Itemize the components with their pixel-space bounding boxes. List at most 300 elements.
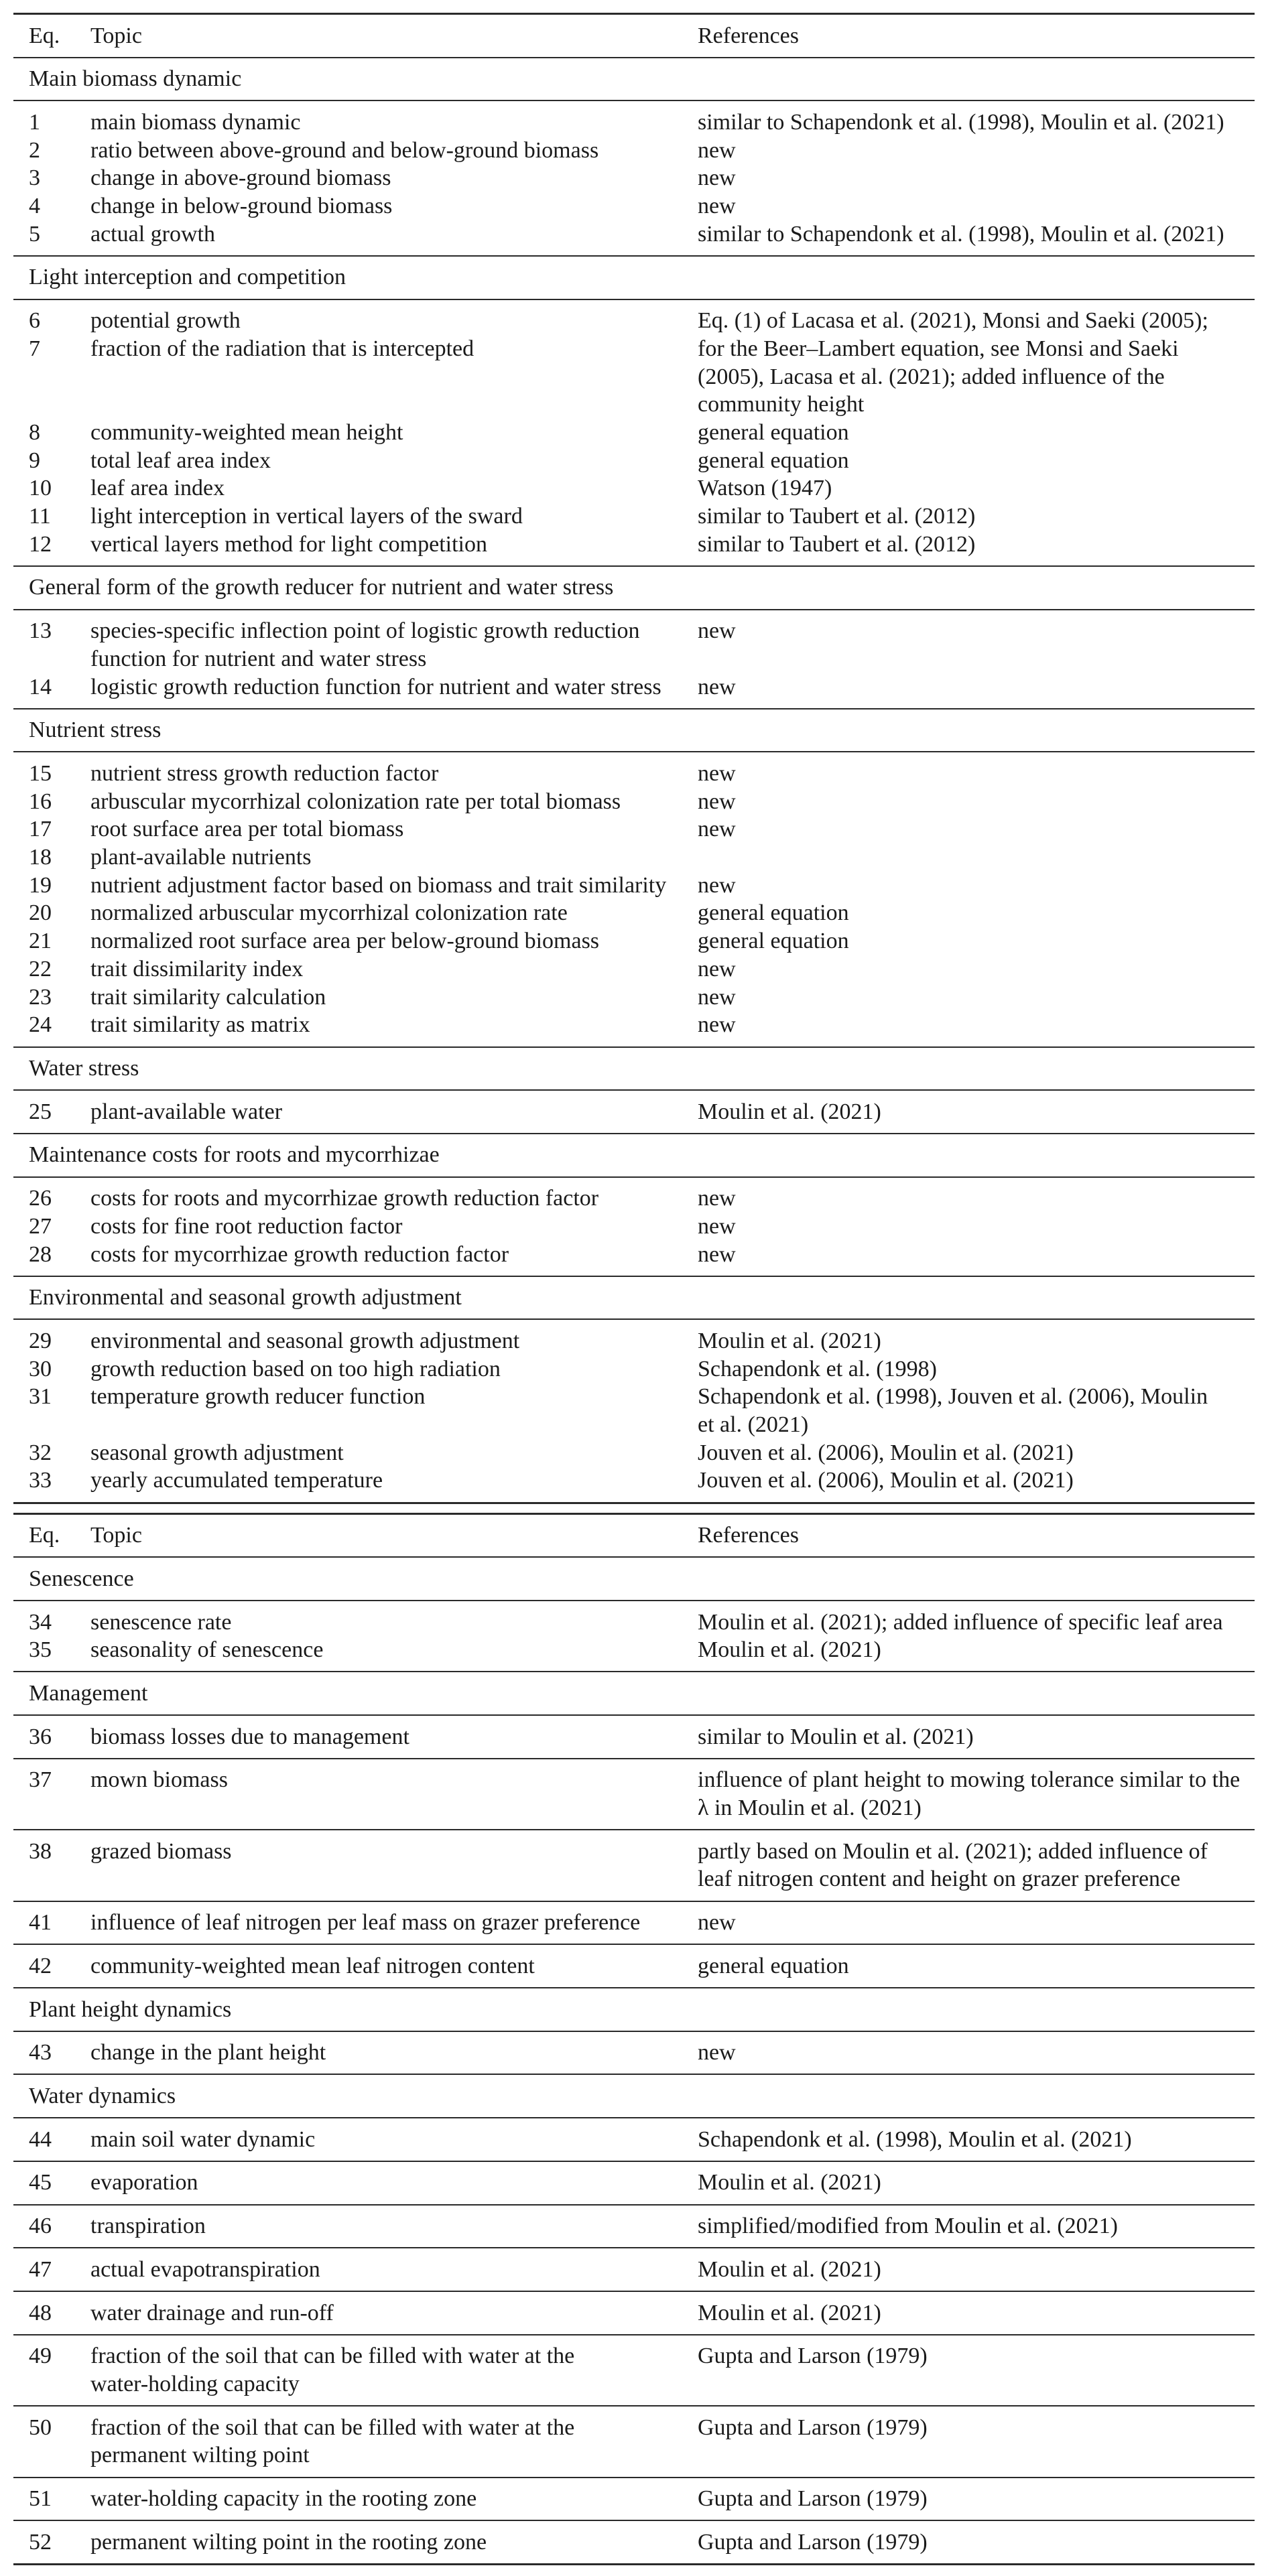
row-group <box>13 1830 1255 1900</box>
section-header <box>13 1988 1255 2031</box>
table-header-row <box>13 1515 1255 1557</box>
section-title: General form of the growth reducer for nutrient and water stress <box>29 575 614 600</box>
topic-text: water-holding capacity in the rooting zone <box>90 2486 477 2512</box>
equation-number: 26 <box>29 1186 52 1211</box>
reference-text: Eq. (1) of Lacasa et al. (2021), Monsi and Saeki (2005); <box>698 308 1208 334</box>
section-title: Maintenance costs for roots and mycorrhizae <box>29 1142 440 1168</box>
references-cell <box>698 1952 1255 1980</box>
reference-text: new <box>698 137 736 163</box>
topic-text: root surface area per total biomass <box>90 817 404 842</box>
equation-number: 32 <box>29 1440 52 1465</box>
equation-number: 8 <box>29 419 40 445</box>
topic-text: costs for mycorrhizae growth reduction factor <box>90 1241 509 1267</box>
section-header <box>13 2075 1255 2117</box>
row-group <box>13 610 1255 708</box>
row-group <box>13 2335 1255 2405</box>
topic-text: main soil water dynamic <box>90 2126 316 2152</box>
equation-number: 42 <box>29 1953 52 1978</box>
references-cell <box>698 2528 1255 2557</box>
section-title: Plant height dynamics <box>29 1996 232 2022</box>
equation-number: 29 <box>29 1328 52 1353</box>
topic-text: potential growth <box>90 308 241 334</box>
references-cell <box>698 531 1255 559</box>
references-cell <box>698 137 1255 165</box>
reference-text: new <box>698 165 736 191</box>
section-header <box>13 709 1255 752</box>
table-row <box>13 137 1255 165</box>
topic-text: costs for roots and mycorrhizae growth reduction factor <box>90 1186 599 1211</box>
reference-text: new <box>698 1012 736 1038</box>
row-group <box>13 1091 1255 1133</box>
equation-number: 12 <box>29 531 52 557</box>
equation-number: 31 <box>29 1384 52 1410</box>
reference-text: general equation <box>698 900 849 926</box>
row-group <box>13 1945 1255 1987</box>
table-row <box>13 2485 1255 2513</box>
section-header <box>13 257 1255 299</box>
reference-text: similar to Taubert et al. (2012) <box>698 504 976 529</box>
topic-text: mown biomass <box>90 1767 228 1793</box>
references-cell <box>698 2342 1255 2398</box>
references-cell <box>698 447 1255 475</box>
equation-number: 15 <box>29 760 52 786</box>
table-row <box>13 2126 1255 2154</box>
header-eq: Eq. <box>29 1523 60 1548</box>
topic-cell <box>90 474 698 502</box>
references-cell <box>698 815 1255 843</box>
row-group <box>13 752 1255 1046</box>
equation-number: 28 <box>29 1241 52 1267</box>
table-row <box>13 1838 1255 1893</box>
reference-text: for the Beer–Lambert equation, see Monsi and Saeki <box>698 336 1179 361</box>
reference-text: general equation <box>698 419 849 445</box>
header-topic: Topic <box>90 1523 142 1548</box>
equation-number: 14 <box>29 674 52 699</box>
topic-text: light interception in vertical layers of the sward <box>90 504 523 529</box>
topic-cell <box>90 447 698 475</box>
topic-cell <box>90 2485 698 2513</box>
references-cell <box>698 2039 1255 2067</box>
references-cell <box>698 2212 1255 2240</box>
topic-cell <box>90 1355 698 1383</box>
topic-text: normalized root surface area per below-ground biomass <box>90 929 600 954</box>
table-row <box>13 1213 1255 1241</box>
topic-text: function for nutrient and water stress <box>90 646 427 671</box>
section-header <box>13 567 1255 609</box>
reference-text: simplified/modified from Moulin et al. (2021) <box>698 2214 1119 2239</box>
reference-text: Moulin et al. (2021) <box>698 2256 881 2282</box>
reference-text: new <box>698 872 736 898</box>
topic-text: normalized arbuscular mycorrhizal colonization rate <box>90 900 568 926</box>
reference-text: general equation <box>698 448 849 473</box>
topic-text: transpiration <box>90 2214 206 2239</box>
table-row <box>13 419 1255 447</box>
equation-number: 22 <box>29 956 52 981</box>
topic-text: change in the plant height <box>90 2040 326 2065</box>
equation-number: 27 <box>29 1213 52 1239</box>
equation-number: 51 <box>29 2486 52 2512</box>
table-row <box>13 2039 1255 2067</box>
table-row <box>13 1241 1255 1269</box>
topic-cell <box>90 1467 698 1495</box>
reference-text: Moulin et al. (2021) <box>698 2170 881 2195</box>
references-cell <box>698 1636 1255 1664</box>
topic-text: temperature growth reducer function <box>90 1384 426 1410</box>
equation-number: 16 <box>29 789 52 814</box>
references-cell <box>698 1011 1255 1039</box>
topic-cell <box>90 109 698 137</box>
equation-number: 35 <box>29 1637 52 1663</box>
references-cell <box>698 2126 1255 2154</box>
references-cell <box>698 760 1255 788</box>
references-cell <box>698 1241 1255 1269</box>
topic-cell <box>90 1636 698 1664</box>
table-header-row <box>13 15 1255 57</box>
table-row <box>13 2212 1255 2240</box>
references-cell <box>698 1213 1255 1241</box>
row-group <box>13 1902 1255 1944</box>
topic-cell <box>90 2212 698 2240</box>
references-cell <box>698 109 1255 137</box>
section-header <box>13 58 1255 100</box>
topic-cell <box>90 2414 698 2469</box>
topic-cell <box>90 899 698 927</box>
topic-text: nutrient stress growth reduction factor <box>90 760 439 786</box>
equation-number: 50 <box>29 2415 52 2440</box>
equation-number: 46 <box>29 2214 52 2239</box>
topic-cell <box>90 1213 698 1241</box>
table-row <box>13 109 1255 137</box>
topic-text: biomass losses due to management <box>90 1724 409 1749</box>
references-cell <box>698 192 1255 220</box>
equation-number: 25 <box>29 1099 52 1124</box>
table-rule <box>13 2563 1255 2565</box>
equations-table <box>13 13 1255 2565</box>
topic-text: yearly accumulated temperature <box>90 1468 383 1493</box>
topic-cell <box>90 220 698 249</box>
row-group <box>13 1759 1255 1829</box>
equation-number: 43 <box>29 2040 52 2065</box>
references-cell <box>698 1098 1255 1126</box>
references-cell <box>698 984 1255 1012</box>
table-row <box>13 1952 1255 1980</box>
topic-text: actual evapotranspiration <box>90 2256 320 2282</box>
table-row <box>13 2299 1255 2327</box>
topic-cell <box>90 137 698 165</box>
equation-number: 2 <box>29 137 40 163</box>
table-row <box>13 502 1255 531</box>
section-header <box>13 1277 1255 1319</box>
references-cell <box>698 220 1255 249</box>
topic-text: fraction of the radiation that is intercepted <box>90 336 474 361</box>
reference-text: new <box>698 674 736 699</box>
references-cell <box>698 164 1255 192</box>
topic-cell <box>90 673 698 701</box>
reference-text: new <box>698 984 736 1010</box>
reference-text: Moulin et al. (2021); added influence of specific leaf area <box>698 1609 1223 1635</box>
section-header <box>13 1134 1255 1176</box>
equation-number: 6 <box>29 308 40 334</box>
topic-cell <box>90 2299 698 2327</box>
references-cell <box>698 1439 1255 1467</box>
table-row <box>13 1327 1255 1355</box>
topic-cell <box>90 2342 698 2398</box>
topic-cell <box>90 1723 698 1751</box>
table-row <box>13 1011 1255 1039</box>
reference-text: Jouven et al. (2006), Moulin et al. (2021) <box>698 1440 1074 1465</box>
header-references: References <box>698 1523 800 1548</box>
topic-cell <box>90 192 698 220</box>
topic-cell <box>90 2039 698 2067</box>
reference-text: general equation <box>698 1953 849 1978</box>
references-cell <box>698 1909 1255 1937</box>
topic-cell <box>90 1439 698 1467</box>
references-cell <box>698 335 1255 419</box>
topic-cell <box>90 531 698 559</box>
topic-text: community-weighted mean height <box>90 419 403 445</box>
topic-text: evaporation <box>90 2170 198 2195</box>
reference-text: Schapendonk et al. (1998), Moulin et al. (2021) <box>698 2126 1132 2152</box>
equation-number: 23 <box>29 984 52 1010</box>
section-title: Environmental and seasonal growth adjustment <box>29 1285 462 1310</box>
topic-cell <box>90 984 698 1012</box>
reference-text: similar to Taubert et al. (2012) <box>698 531 976 557</box>
references-cell <box>698 788 1255 816</box>
reference-text: Watson (1947) <box>698 476 832 501</box>
topic-cell <box>90 307 698 335</box>
topic-text: permanent wilting point in the rooting zone <box>90 2529 487 2555</box>
row-group <box>13 2032 1255 2074</box>
topic-text: plant-available nutrients <box>90 845 312 870</box>
topic-cell <box>90 1952 698 1980</box>
equation-number: 36 <box>29 1724 52 1749</box>
topic-text: community-weighted mean leaf nitrogen content <box>90 1953 535 1978</box>
reference-text: Gupta and Larson (1979) <box>698 2415 928 2440</box>
table-row <box>13 673 1255 701</box>
reference-text: similar to Schapendonk et al. (1998), Moulin et al. (2021) <box>698 221 1224 247</box>
equation-number: 45 <box>29 2170 52 2195</box>
reference-text: new <box>698 789 736 814</box>
topic-text: logistic growth reduction function for nutrient and water stress <box>90 674 661 699</box>
reference-text: (2005), Lacasa et al. (2021); added influence of the <box>698 364 1165 389</box>
references-cell <box>698 419 1255 447</box>
table-row <box>13 1184 1255 1213</box>
equation-number: 13 <box>29 618 52 644</box>
table-row <box>13 899 1255 927</box>
section-title: Water stress <box>29 1056 139 1081</box>
references-cell <box>698 474 1255 502</box>
equation-number: 49 <box>29 2344 52 2369</box>
topic-text: leaf area index <box>90 476 225 501</box>
table-row <box>13 1383 1255 1438</box>
header-topic: Topic <box>90 23 142 48</box>
table-row <box>13 2528 1255 2557</box>
table-row <box>13 872 1255 900</box>
reference-text: new <box>698 1213 736 1239</box>
topic-cell <box>90 788 698 816</box>
table-row <box>13 447 1255 475</box>
equation-number: 20 <box>29 900 52 926</box>
row-group <box>13 1601 1255 1671</box>
equation-number: 38 <box>29 1838 52 1864</box>
section-header <box>13 1048 1255 1090</box>
topic-text: main biomass dynamic <box>90 109 301 135</box>
reference-text: Moulin et al. (2021) <box>698 1099 881 1124</box>
table-row <box>13 531 1255 559</box>
equation-number: 17 <box>29 817 52 842</box>
row-group <box>13 2478 1255 2520</box>
references-cell <box>698 955 1255 984</box>
topic-text: fraction of the soil that can be filled with water at the <box>90 2344 575 2369</box>
references-cell <box>698 1838 1255 1893</box>
references-cell <box>698 617 1255 673</box>
topic-text: trait similarity as matrix <box>90 1012 310 1038</box>
row-group <box>13 2406 1255 2476</box>
topic-text: change in above-ground biomass <box>90 165 391 191</box>
reference-text: et al. (2021) <box>698 1412 809 1438</box>
topic-cell <box>90 760 698 788</box>
table-row <box>13 1766 1255 1822</box>
reference-text: general equation <box>698 929 849 954</box>
topic-cell <box>90 419 698 447</box>
topic-cell <box>90 1241 698 1269</box>
reference-text: new <box>698 956 736 981</box>
equation-number: 52 <box>29 2529 52 2555</box>
section-title: Senescence <box>29 1566 134 1591</box>
reference-text: Schapendonk et al. (1998) <box>698 1356 937 1381</box>
equation-number: 7 <box>29 336 40 361</box>
table-row <box>13 815 1255 843</box>
reference-text: new <box>698 817 736 842</box>
header-eq: Eq. <box>29 23 60 48</box>
references-cell <box>698 1467 1255 1495</box>
table-row <box>13 1723 1255 1751</box>
equation-number: 4 <box>29 194 40 219</box>
topic-text: actual growth <box>90 221 215 247</box>
topic-text: water drainage and run-off <box>90 2300 334 2325</box>
equation-number: 41 <box>29 1910 52 1936</box>
topic-cell <box>90 872 698 900</box>
table-row <box>13 1609 1255 1637</box>
equation-number: 33 <box>29 1468 52 1493</box>
reference-text: similar to Moulin et al. (2021) <box>698 1724 974 1749</box>
topic-text: total leaf area index <box>90 448 271 473</box>
table-row <box>13 1355 1255 1383</box>
topic-text: costs for fine root reduction factor <box>90 1213 403 1239</box>
reference-text: Gupta and Larson (1979) <box>698 2344 928 2369</box>
topic-text: trait similarity calculation <box>90 984 326 1010</box>
topic-cell <box>90 617 698 673</box>
topic-cell <box>90 1766 698 1822</box>
topic-cell <box>90 1011 698 1039</box>
row-group <box>13 2206 1255 2248</box>
topic-cell <box>90 843 698 872</box>
topic-text: grazed biomass <box>90 1838 232 1864</box>
references-cell <box>698 899 1255 927</box>
topic-cell <box>90 1098 698 1126</box>
table-row <box>13 984 1255 1012</box>
section-title: Water dynamics <box>29 2083 176 2108</box>
topic-text: influence of leaf nitrogen per leaf mass on grazer preference <box>90 1910 641 1936</box>
reference-text: Moulin et al. (2021) <box>698 1637 881 1663</box>
topic-cell <box>90 1383 698 1438</box>
row-group <box>13 1178 1255 1276</box>
references-cell <box>698 1766 1255 1822</box>
reference-text: Gupta and Larson (1979) <box>698 2529 928 2555</box>
table-row <box>13 164 1255 192</box>
topic-cell <box>90 2528 698 2557</box>
equation-number: 19 <box>29 872 52 898</box>
references-cell <box>698 2485 1255 2513</box>
reference-text: Schapendonk et al. (1998), Jouven et al. (2006), Moulin <box>698 1384 1208 1410</box>
reference-text: leaf nitrogen content and height on grazer preference <box>698 1867 1181 1892</box>
table-row <box>13 307 1255 335</box>
references-cell <box>698 1355 1255 1383</box>
equation-number: 18 <box>29 845 52 870</box>
equation-number: 44 <box>29 2126 52 2152</box>
row-group <box>13 2521 1255 2563</box>
equation-number: 11 <box>29 504 51 529</box>
references-cell <box>698 2299 1255 2327</box>
topic-cell <box>90 2126 698 2154</box>
references-cell <box>698 1609 1255 1637</box>
equation-number: 30 <box>29 1356 52 1381</box>
equation-number: 37 <box>29 1767 52 1793</box>
table-row <box>13 1439 1255 1467</box>
equation-number: 10 <box>29 476 52 501</box>
table-row <box>13 788 1255 816</box>
references-cell <box>698 2414 1255 2469</box>
topic-cell <box>90 815 698 843</box>
section-header <box>13 1558 1255 1600</box>
reference-text: partly based on Moulin et al. (2021); added influence of <box>698 1838 1208 1864</box>
reference-text: Jouven et al. (2006), Moulin et al. (2021) <box>698 1468 1074 1493</box>
table-row <box>13 335 1255 419</box>
references-cell <box>698 1184 1255 1213</box>
equation-number: 21 <box>29 929 52 954</box>
topic-cell <box>90 335 698 419</box>
references-cell <box>698 1383 1255 1438</box>
reference-text: Gupta and Larson (1979) <box>698 2486 928 2512</box>
topic-text: growth reduction based on too high radiation <box>90 1356 501 1381</box>
topic-text: plant-available water <box>90 1099 283 1124</box>
reference-text: Moulin et al. (2021) <box>698 1328 881 1353</box>
references-cell <box>698 1327 1255 1355</box>
equation-number: 3 <box>29 165 40 191</box>
topic-text: trait dissimilarity index <box>90 956 304 981</box>
equation-number: 48 <box>29 2300 52 2325</box>
table-row <box>13 1098 1255 1126</box>
table-row <box>13 2414 1255 2469</box>
reference-text: new <box>698 194 736 219</box>
reference-text: community height <box>698 392 865 417</box>
topic-cell <box>90 1184 698 1213</box>
row-group <box>13 2118 1255 2161</box>
topic-text: fraction of the soil that can be filled with water at the <box>90 2415 575 2440</box>
topic-text: nutrient adjustment factor based on biomass and trait similarity <box>90 872 667 898</box>
reference-text: new <box>698 618 736 644</box>
topic-text: vertical layers method for light competition <box>90 531 487 557</box>
section-title: Main biomass dynamic <box>29 66 242 92</box>
table-row <box>13 474 1255 502</box>
section-header <box>13 1672 1255 1714</box>
table-row <box>13 617 1255 673</box>
section-title: Light interception and competition <box>29 265 346 290</box>
equation-number: 1 <box>29 109 40 135</box>
topic-text: change in below-ground biomass <box>90 194 393 219</box>
topic-cell <box>90 955 698 984</box>
topic-text: senescence rate <box>90 1609 232 1635</box>
